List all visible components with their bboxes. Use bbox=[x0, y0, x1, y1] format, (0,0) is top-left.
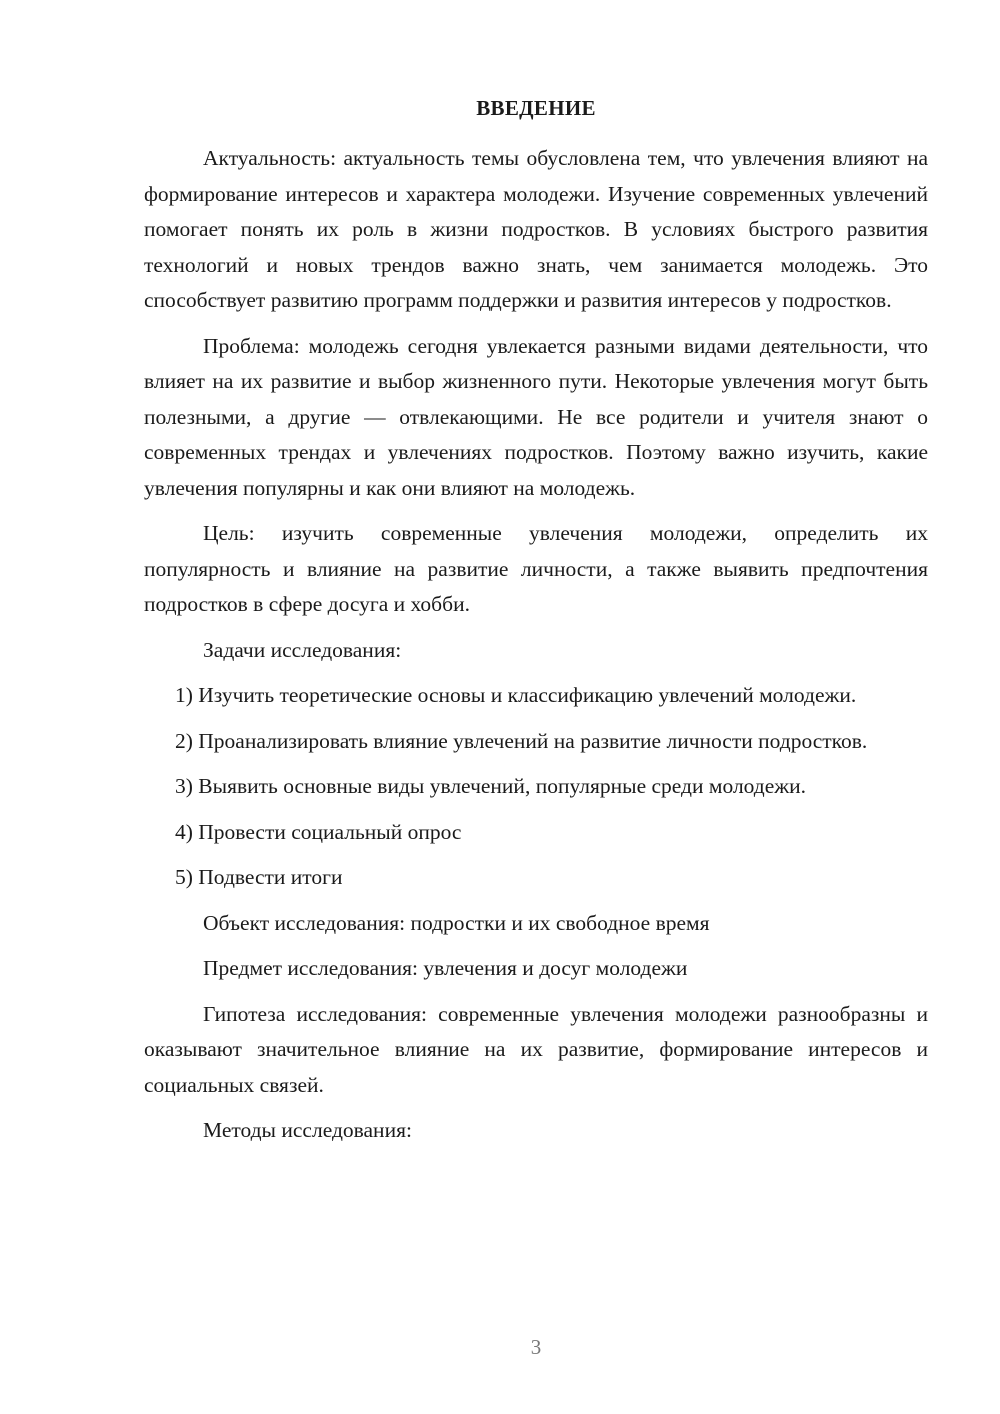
task-item-1: 1) Изучить теоретические основы и классификацию увлечений молодежи. bbox=[175, 683, 857, 707]
section-title: ВВЕДЕНИЕ bbox=[476, 96, 596, 120]
paragraph-problem: Проблема: молодежь сегодня увлекается разными видами деятельности, что влияет на их развитие и выбор жизненного пути. Некоторые увлечения могут быть полезными, а другие — отвлекающими. Не все родители и учителя знают о современных трендах и увлечениях подростков. Поэтому важно изучить, какие увлечения популярны и как они влияют на молодежь. bbox=[144, 333, 928, 500]
paragraph-relevance: Актуальность: актуальность темы обусловлена тем, что увлечения влияют на формирование интересов и характера молодежи. Изучение современных увлечений помогает понять их роль в жизни подростков. В условиях быстрого развития технологий и новых трендов важно знать, чем занимается молодежь. Это способствует развитию программ поддержки и развития интересов у подростков. bbox=[144, 146, 928, 312]
body-text bbox=[144, 141, 928, 1149]
task-item-2: 2) Проанализировать влияние увлечений на развитие личности подростков. bbox=[175, 728, 868, 753]
paragraph-object: Объект исследования: подростки и их свободное время bbox=[203, 910, 710, 935]
paragraph-subject: Предмет исследования: увлечения и досуг молодежи bbox=[203, 956, 688, 980]
paragraph-tasks-heading: Задачи исследования: bbox=[203, 637, 402, 662]
paragraph-methods: Методы исследования: bbox=[203, 1118, 412, 1142]
paragraph-hypothesis: Гипотеза исследования: современные увлечения молодежи разнообразны и оказывают значительное влияние на их развитие, формирование интересов и социальных связей. bbox=[144, 1001, 928, 1097]
paragraph-goal: Цель: изучить современные увлечения молодежи, определить их популярность и влияние на развитие личности, а также выявить предпочтения подростков в сфере досуга и хобби. bbox=[144, 521, 928, 616]
task-item-4: 4) Провести социальный опрос bbox=[175, 819, 462, 844]
task-item-3: 3) Выявить основные виды увлечений, популярные среди молодежи. bbox=[175, 774, 807, 798]
page-number: 3 bbox=[530, 1335, 542, 1359]
task-item-5: 5) Подвести итоги bbox=[175, 865, 343, 889]
